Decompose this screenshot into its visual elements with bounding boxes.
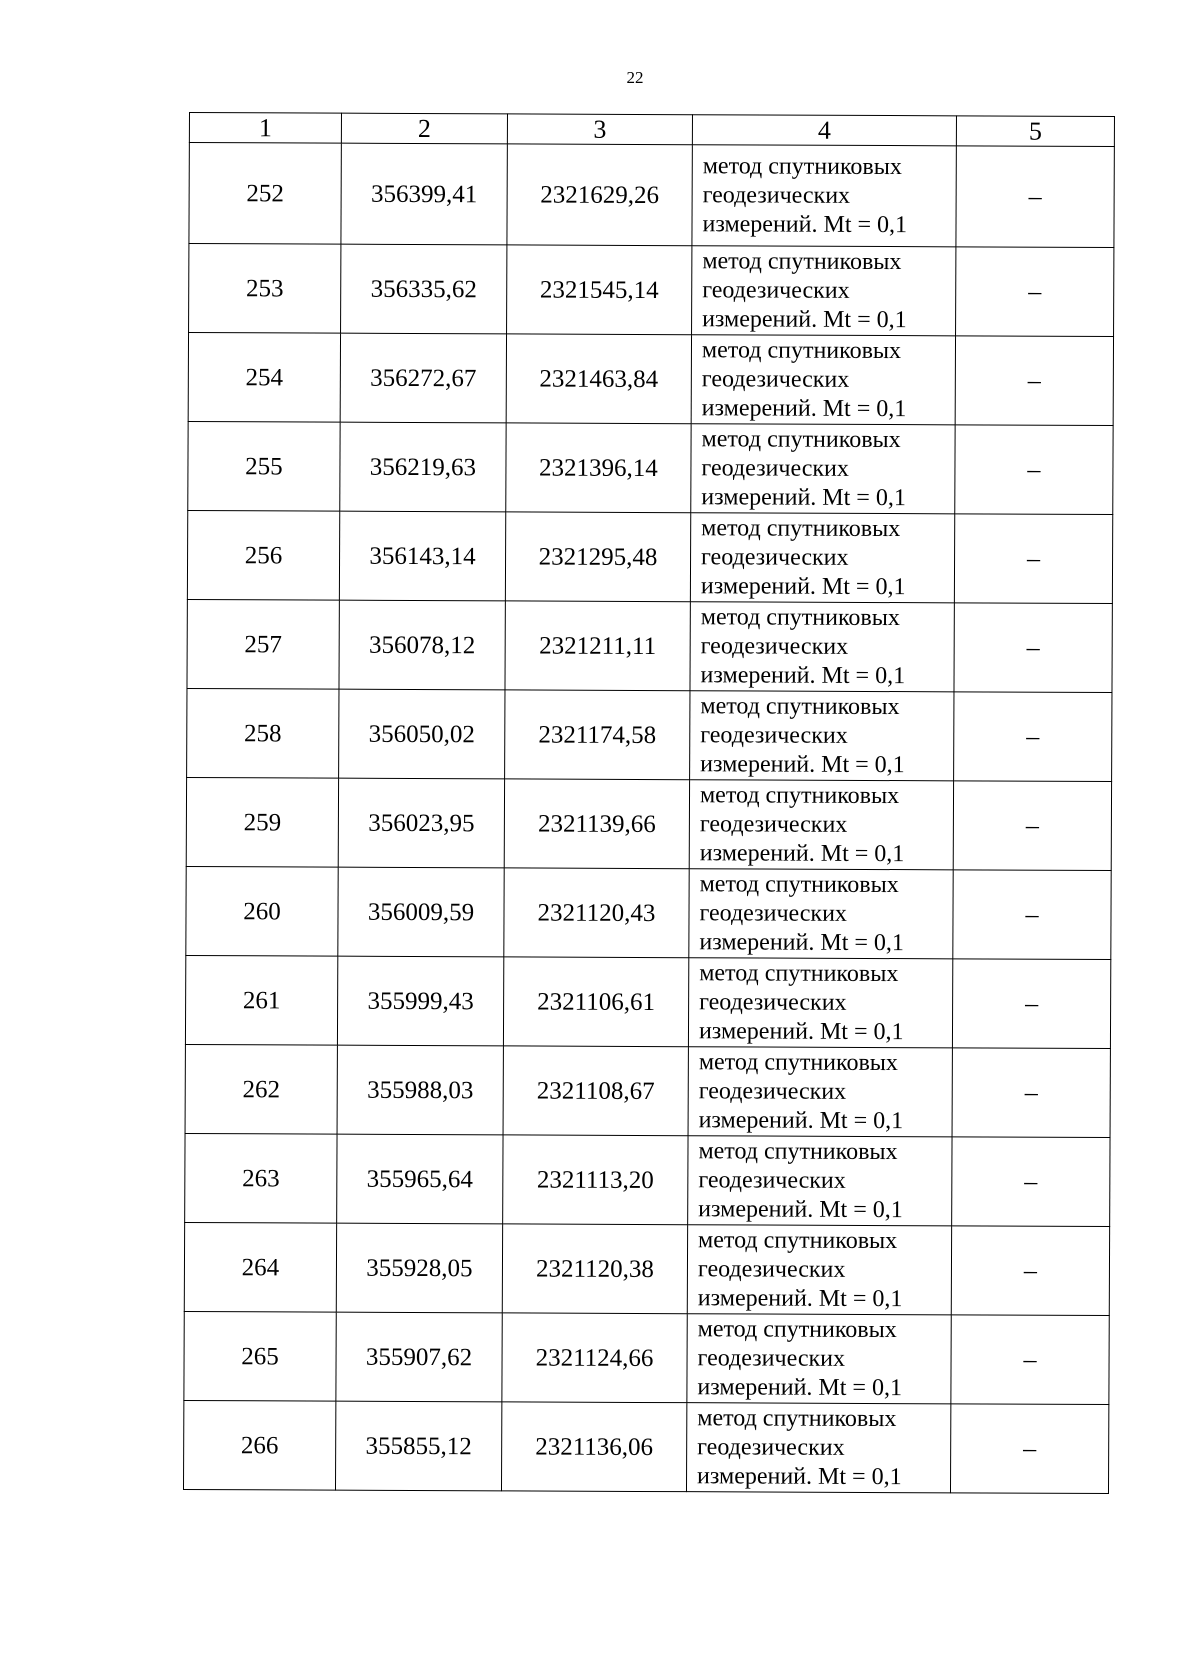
y-coordinate-cell: 2321120,43 xyxy=(504,868,689,958)
method-cell xyxy=(689,869,953,959)
method-line: метод спутниковых xyxy=(701,336,902,364)
method-line: геодезических xyxy=(698,1166,846,1194)
x-coordinate-cell: 355988,03 xyxy=(337,1045,503,1135)
point-number-cell: 254 xyxy=(188,333,340,423)
method-line: измерений. Mt = 0,1 xyxy=(700,661,906,689)
method-cell xyxy=(688,1047,952,1137)
method-line: измерений. Mt = 0,1 xyxy=(698,1195,903,1223)
y-coordinate-cell: 2321545,14 xyxy=(507,245,692,335)
column-header-1: 1 xyxy=(189,113,341,144)
y-coordinate-cell: 2321139,66 xyxy=(504,779,689,869)
method-line: измерений. Mt = 0,1 xyxy=(698,1017,904,1045)
method-cell xyxy=(689,780,953,870)
method-line: измерений. Mt = 0,1 xyxy=(700,750,905,778)
column-header-2: 2 xyxy=(341,113,507,144)
method-line: метод спутниковых xyxy=(699,781,900,809)
method-line: геодезических xyxy=(698,1077,847,1105)
method-line: метод спутниковых xyxy=(701,425,901,453)
note-cell: – xyxy=(954,514,1112,604)
method-line: измерений. Mt = 0,1 xyxy=(698,1106,904,1134)
method-line: геодезических xyxy=(697,1344,846,1372)
point-number-cell: 266 xyxy=(183,1400,335,1490)
point-number-cell: 256 xyxy=(187,510,339,600)
table-row xyxy=(189,244,1114,337)
note-cell: – xyxy=(952,1048,1110,1138)
point-number-cell: 260 xyxy=(186,866,338,956)
method-cell xyxy=(686,1403,950,1493)
y-coordinate-cell: 2321136,06 xyxy=(501,1402,686,1492)
table-row xyxy=(188,421,1113,514)
note-cell: – xyxy=(955,336,1113,426)
table-row xyxy=(186,866,1111,959)
x-coordinate-cell: 356335,62 xyxy=(341,244,507,334)
point-number-cell: 258 xyxy=(187,688,339,778)
point-number-cell: 253 xyxy=(189,244,341,334)
y-coordinate-cell: 2321174,58 xyxy=(505,690,690,780)
column-header-5: 5 xyxy=(956,116,1114,147)
method-line: метод спутниковых xyxy=(702,152,902,180)
note-cell: – xyxy=(954,603,1112,693)
point-number-cell: 252 xyxy=(189,143,341,245)
note-cell: – xyxy=(953,781,1111,871)
table-row xyxy=(187,599,1112,692)
method-line: геодезических xyxy=(699,810,848,838)
table-header-row xyxy=(189,113,1114,147)
x-coordinate-cell: 356143,14 xyxy=(339,511,505,601)
method-line: метод спутниковых xyxy=(699,959,899,987)
x-coordinate-cell: 356272,67 xyxy=(340,333,506,423)
note-cell: – xyxy=(952,959,1110,1049)
method-line: метод спутниковых xyxy=(699,870,899,898)
coordinates-table xyxy=(183,112,1115,1494)
point-number-cell: 265 xyxy=(184,1311,336,1401)
note-cell: – xyxy=(956,146,1114,248)
method-line: метод спутниковых xyxy=(697,1404,897,1432)
method-line: метод спутниковых xyxy=(700,603,900,631)
y-coordinate-cell: 2321295,48 xyxy=(505,512,690,602)
table-row xyxy=(184,1311,1109,1404)
table-row xyxy=(185,1044,1110,1137)
method-line: геодезических xyxy=(701,543,849,571)
y-coordinate-cell: 2321629,26 xyxy=(507,144,692,246)
x-coordinate-cell: 355907,62 xyxy=(336,1312,502,1402)
note-cell: – xyxy=(956,247,1114,337)
method-line: метод спутниковых xyxy=(702,247,902,275)
column-header-3: 3 xyxy=(507,114,692,145)
point-number-cell: 255 xyxy=(188,421,340,511)
method-line: метод спутниковых xyxy=(698,1226,898,1254)
table-row xyxy=(186,777,1111,870)
table-row xyxy=(183,1400,1108,1493)
y-coordinate-cell: 2321108,67 xyxy=(503,1046,688,1136)
y-coordinate-cell: 2321211,11 xyxy=(505,601,690,691)
x-coordinate-cell: 356399,41 xyxy=(341,143,507,245)
method-cell xyxy=(688,958,952,1048)
table-row xyxy=(189,143,1114,248)
method-line: метод спутниковых xyxy=(700,692,900,720)
method-line: измерений. Mt = 0,1 xyxy=(697,1373,903,1401)
method-line: геодезических xyxy=(699,899,848,927)
point-number-cell: 262 xyxy=(185,1044,337,1134)
method-line: измерений. Mt = 0,1 xyxy=(696,1462,902,1490)
method-cell xyxy=(692,145,956,247)
method-line: измерений. Mt = 0,1 xyxy=(701,394,907,422)
note-cell: – xyxy=(954,692,1112,782)
x-coordinate-cell: 355855,12 xyxy=(335,1401,501,1491)
note-cell: – xyxy=(951,1315,1109,1405)
x-coordinate-cell: 355965,64 xyxy=(337,1134,503,1224)
method-line: метод спутниковых xyxy=(701,514,901,542)
x-coordinate-cell: 356050,02 xyxy=(339,689,505,779)
method-line: геодезических xyxy=(699,988,847,1016)
x-coordinate-cell: 355999,43 xyxy=(337,956,503,1046)
table-row xyxy=(184,1222,1109,1315)
y-coordinate-cell: 2321113,20 xyxy=(503,1135,688,1225)
method-line: геодезических xyxy=(700,721,848,749)
point-number-cell: 263 xyxy=(185,1133,337,1223)
point-number-cell: 259 xyxy=(186,777,338,867)
method-cell xyxy=(691,424,955,514)
note-cell: – xyxy=(951,1226,1109,1316)
page-number: 22 xyxy=(626,68,644,87)
method-line: измерений. Mt = 0,1 xyxy=(702,210,908,238)
method-cell xyxy=(687,1314,951,1404)
point-number-cell: 257 xyxy=(187,599,339,689)
table-body xyxy=(183,143,1114,1494)
method-cell xyxy=(690,691,954,781)
method-cell xyxy=(691,335,955,425)
method-cell xyxy=(687,1225,951,1315)
note-cell: – xyxy=(953,870,1111,960)
note-cell: – xyxy=(952,1137,1110,1227)
table-row xyxy=(187,688,1112,781)
method-line: измерений. Mt = 0,1 xyxy=(699,928,905,956)
method-line: измерений. Mt = 0,1 xyxy=(700,572,906,600)
method-line: измерений. Mt = 0,1 xyxy=(702,305,907,333)
y-coordinate-cell: 2321463,84 xyxy=(506,334,691,424)
note-cell: – xyxy=(950,1404,1108,1494)
method-cell xyxy=(690,602,954,692)
method-line: геодезических xyxy=(701,365,850,393)
method-line: измерений. Mt = 0,1 xyxy=(699,839,905,867)
table-row xyxy=(185,1133,1110,1226)
point-number-cell: 261 xyxy=(185,955,337,1045)
column-header-4: 4 xyxy=(692,115,956,146)
x-coordinate-cell: 356023,95 xyxy=(338,778,504,868)
note-cell: – xyxy=(955,425,1113,515)
x-coordinate-cell: 356078,12 xyxy=(339,600,505,690)
method-line: геодезических xyxy=(700,632,849,660)
x-coordinate-cell: 355928,05 xyxy=(336,1223,502,1313)
method-line: геодезических xyxy=(697,1433,845,1461)
method-line: метод спутниковых xyxy=(697,1315,897,1343)
method-line: измерений. Mt = 0,1 xyxy=(701,483,906,511)
point-number-cell: 264 xyxy=(184,1222,336,1312)
method-line: метод спутниковых xyxy=(698,1137,898,1165)
y-coordinate-cell: 2321106,61 xyxy=(503,957,688,1047)
x-coordinate-cell: 356009,59 xyxy=(338,867,504,957)
method-cell xyxy=(690,513,954,603)
y-coordinate-cell: 2321124,66 xyxy=(502,1313,687,1403)
method-cell xyxy=(688,1136,952,1226)
y-coordinate-cell: 2321120,38 xyxy=(502,1224,687,1314)
method-line: геодезических xyxy=(702,276,850,304)
table-row xyxy=(185,955,1110,1048)
y-coordinate-cell: 2321396,14 xyxy=(506,423,691,513)
x-coordinate-cell: 356219,63 xyxy=(340,422,506,512)
method-cell xyxy=(692,246,956,336)
method-line: измерений. Mt = 0,1 xyxy=(697,1284,903,1312)
method-line: геодезических xyxy=(697,1255,846,1283)
table-row xyxy=(188,333,1113,426)
table-row xyxy=(187,510,1112,603)
method-line: геодезических xyxy=(701,454,849,482)
method-line: геодезических xyxy=(702,181,851,209)
method-line: метод спутниковых xyxy=(698,1048,899,1076)
